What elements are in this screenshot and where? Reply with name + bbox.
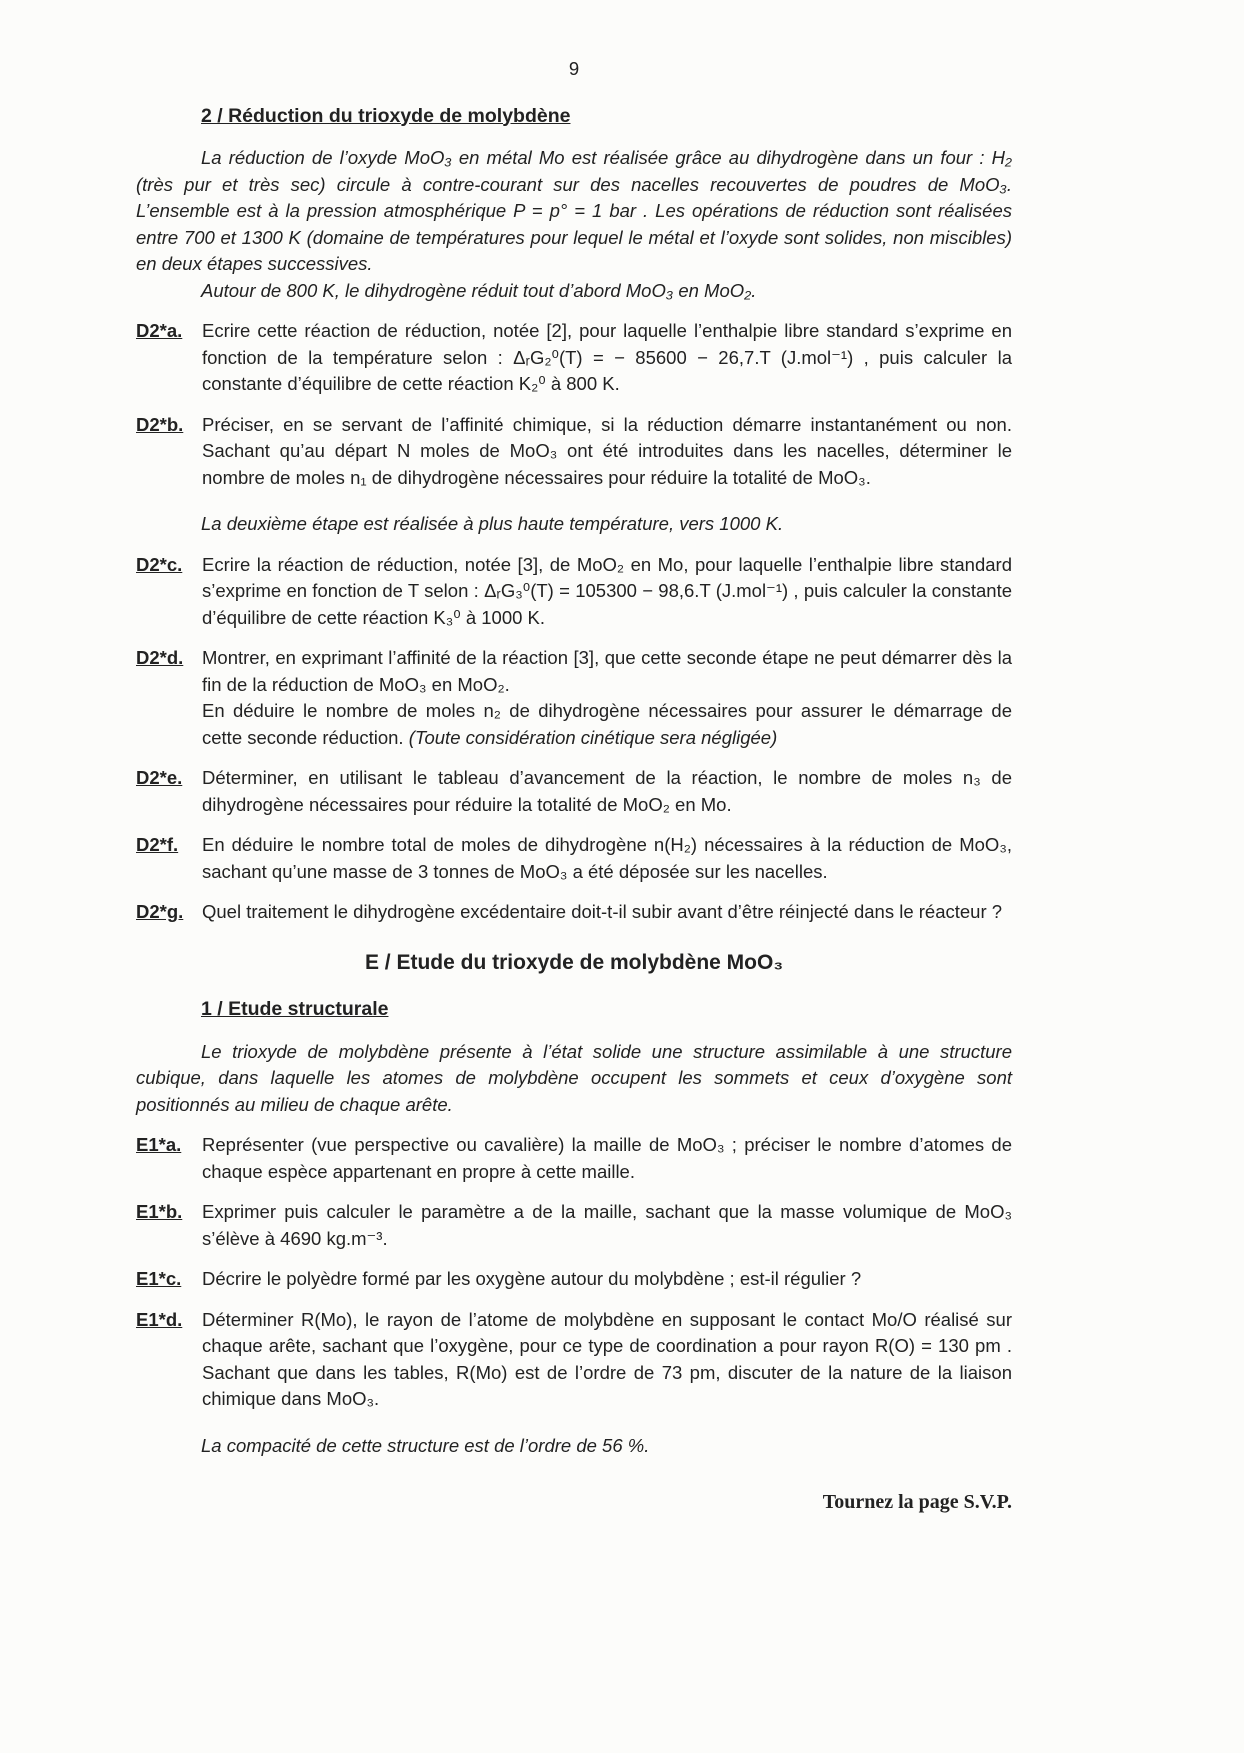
question-label-e1d: E1*d. (136, 1308, 183, 1330)
reduction-intro-note: Autour de 800 K, le dihydrogène réduit tout d’abord MoO₃ en MoO₂. (201, 279, 757, 301)
section-heading-etude-moo3: E / Etude du trioxyde de molybdène MoO₃ (364, 950, 784, 974)
structure-intro-paragraph: Le trioxyde de molybdène présente à l’état solide une structure assimilable à une structure cubique, dans laquelle les atomes de molybdène occupent les sommets et ceux d’oxygène sont positionnés au milieu de chaque arête. (136, 1040, 1012, 1115)
question-label-d2g: D2*g. (136, 901, 184, 922)
question-d2a (136, 318, 1012, 398)
question-text-d2f: En déduire le nombre total de moles de dihydrogène n(H₂) nécessaires à la réduction de MoO₃, sachant qu’une masse de 3 tonnes de MoO₃ a été déposée sur les nacelles. (202, 834, 1012, 882)
question-e1c (136, 1266, 1012, 1293)
question-text-d2e: Déterminer, en utilisant le tableau d’avancement de la réaction, le nombre de moles n₃ de dihydrogène nécessaires pour réduire la totalité de MoO₂ en Mo. (202, 767, 1012, 815)
question-d2d-part2-text: En déduire le nombre de moles n₂ de dihydrogène nécessaires pour assurer le démarrage de cette seconde réduction. (202, 700, 1012, 748)
question-e1a (136, 1132, 1012, 1185)
turn-page-footer: Tournez la page S.V.P. (822, 1491, 1012, 1513)
question-text-e1a: Représenter (vue perspective ou cavalière) la maille de MoO₃ ; préciser le nombre d’atomes de chaque espèce appartenant en propre à cette maille. (202, 1134, 1012, 1182)
question-label-e1c: E1*c. (136, 1268, 182, 1289)
question-text-d2g: Quel traitement le dihydrogène excédentaire doit-t-il subir avant d’être réinjecté dans le réacteur ? (202, 901, 1003, 922)
question-text-d2c: Ecrire la réaction de réduction, notée [3], de MoO₂ en Mo, pour laquelle l’enthalpie libre standard s’exprime en fonction de T selon : ΔᵣG₃⁰(T) = 105300 − 98,6.T (J.mol⁻¹) , puis calculer la constante d’équilibre de cette réaction K₃⁰ à 1000 K. (202, 553, 1012, 628)
question-d2e (136, 765, 1012, 818)
question-d2b (136, 412, 1012, 492)
reduction-intro-paragraph: La réduction de l’oxyde MoO₃ en métal Mo est réalisée grâce au dihydrogène dans un four : H₂ (très pur et très sec) circule à contre-courant sur des nacelles recouvertes de poudres de MoO₃. L’ensemble est à la pression atmosphérique P = p° = 1 bar . Les opérations de réduction sont réalisées entre 700 et 1300 K (domaine de températures pour lequel le métal et l’oxyde sont solides, non miscibles) en deux étapes successives. (136, 147, 1012, 274)
question-text-d2b: Préciser, en se servant de l’affinité chimique, si la réduction démarre instantanément ou non. Sachant qu’au départ N moles de MoO₃ ont été introduites dans les nacelles, déterminer le nombre de moles n₁ de dihydrogène nécessaires pour réduire la totalité de MoO₃. (202, 413, 1012, 488)
question-label-e1a: E1*a. (136, 1134, 182, 1155)
question-d2f (136, 832, 1012, 885)
question-text-d2d (202, 645, 1012, 751)
question-text-e1d: Déterminer R(Mo), le rayon de l’atome de molybdène en supposant le contact Mo/O réalisé sur chaque arête, sachant que l’oxygène, pour ce type de coordination a pour rayon R(O) = 130 pm . Sachant que dans les tables, R(Mo) est de l’ordre de 73 pm, discuter de la nature de la liaison chimique dans MoO₃. (202, 1308, 1012, 1409)
question-text-e1b: Exprimer puis calculer le paramètre a de la maille, sachant que la masse volumique de MoO₃ s’élève à 4690 kg.m⁻³. (202, 1201, 1012, 1249)
question-d2g (136, 899, 1012, 926)
question-e1d (136, 1307, 1012, 1413)
question-label-e1b: E1*b. (136, 1201, 183, 1222)
question-d2d-kinetics-note: (Toute considération cinétique sera négligée) (408, 726, 778, 748)
question-text-e1c: Décrire le polyèdre formé par les oxygène autour du molybdène ; est-il régulier ? (202, 1268, 862, 1289)
question-e1b (136, 1199, 1012, 1252)
page-number: 9 (568, 58, 580, 79)
question-label-d2e: D2*e. (136, 767, 183, 788)
question-label-d2d: D2*d. (136, 647, 184, 668)
question-text-d2a: Ecrire cette réaction de réduction, notée [2], pour laquelle l’enthalpie libre standard s’exprime en fonction de la température selon : ΔᵣG₂⁰(T) = − 85600 − 26,7.T (J.mol⁻¹) , puis calculer la constante d’équilibre de cette réaction K₂⁰ à 800 K. (202, 320, 1012, 394)
question-label-d2f: D2*f. (136, 834, 179, 855)
second-step-note: La deuxième étape est réalisée à plus haute température, vers 1000 K. (201, 513, 784, 534)
page-content (136, 56, 1012, 1516)
section-heading-reduction: 2 / Réduction du trioxyde de molybdène (201, 104, 571, 127)
question-label-d2c: D2*c. (136, 553, 183, 575)
compactness-note: La compacité de cette structure est de l’ordre de 56 %. (201, 1434, 650, 1456)
question-d2d (136, 645, 1012, 751)
question-label-d2a: D2*a. (136, 320, 183, 341)
subsection-heading-etude-structurale: 1 / Etude structurale (201, 998, 389, 1020)
question-d2c (136, 552, 1012, 632)
question-d2d-part2 (202, 698, 1012, 751)
question-label-d2b: D2*b. (136, 413, 184, 435)
question-d2d-part1: Montrer, en exprimant l’affinité de la réaction [3], que cette seconde étape ne peut démarrer dès la fin de la réduction de MoO₃ en MoO₂. (202, 647, 1012, 695)
